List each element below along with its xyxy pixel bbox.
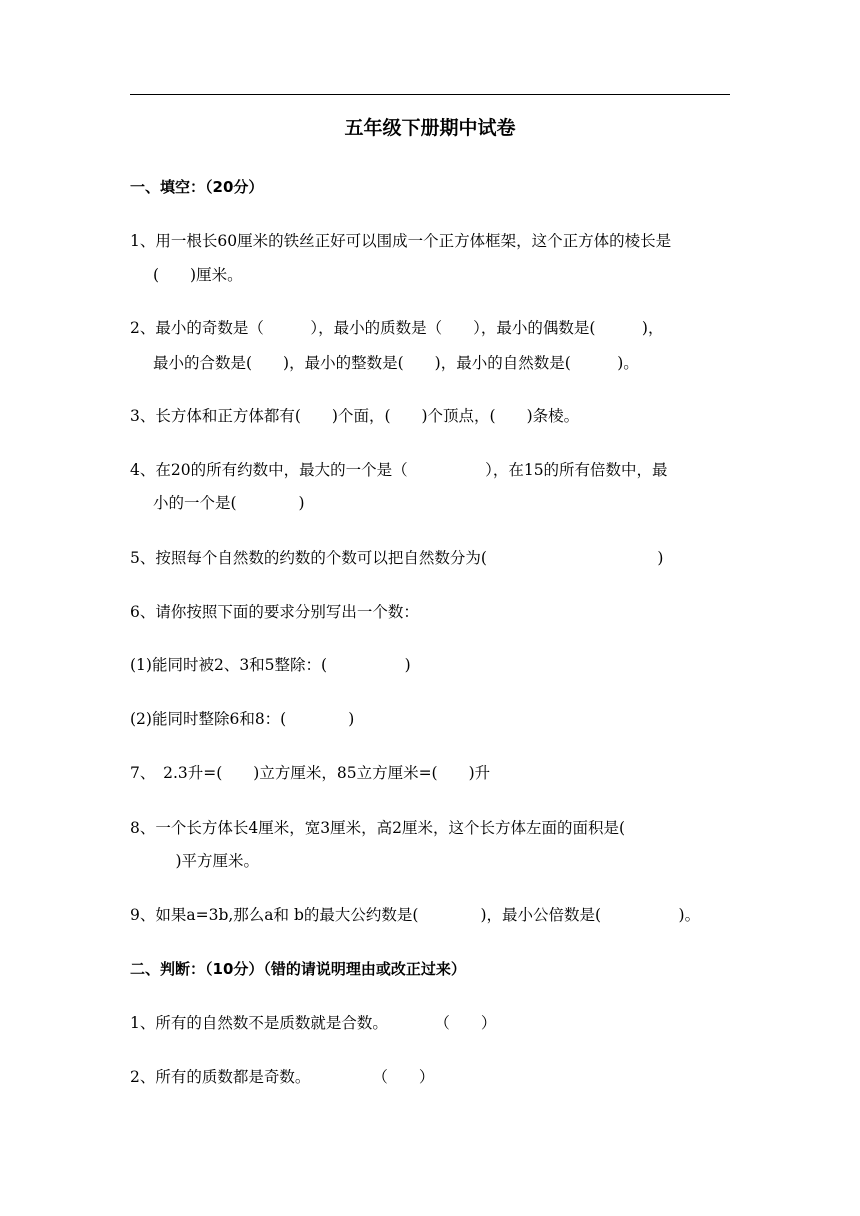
header-rule (130, 94, 730, 95)
question-1-line-1: 1、用一根长60厘米的铁丝正好可以围成一个正方体框架，这个正方体的棱长是 (130, 232, 672, 250)
question-6-part-1: (1)能同时被2、3和5整除：( ) (130, 656, 411, 674)
judge-question-1: 1、所有的自然数不是质数就是合数。 （ ） (130, 1014, 497, 1032)
question-8-line-1: 8、一个长方体长4厘米，宽3厘米，高2厘米，这个长方体左面的面积是( (130, 819, 625, 837)
judge-question-2: 2、所有的质数都是奇数。 （ ） (130, 1068, 435, 1086)
question-5: 5、按照每个自然数的约数的个数可以把自然数分为( ) (130, 549, 664, 567)
section2-heading: 二、判断：（10分）（错的请说明理由或改正过来） (130, 960, 466, 978)
question-8-line-2: )平方厘米。 (160, 852, 260, 870)
question-3: 3、长方体和正方体都有( )个面，( )个顶点，( )条棱。 (130, 407, 580, 425)
question-7: 7、 2.3升=( )立方厘米，85立方厘米=( )升 (130, 764, 491, 782)
question-1-line-2: ( )厘米。 (153, 266, 243, 284)
exam-title: 五年级下册期中试卷 (344, 117, 516, 139)
question-2-line-1: 2、最小的奇数是（ ），最小的质数是（ ），最小的偶数是( )， (130, 319, 664, 337)
question-4-line-1: 4、在20的所有约数中，最大的一个是（ ），在15的所有倍数中，最 (130, 461, 668, 479)
question-4-line-2: 小的一个是( ) (153, 494, 305, 512)
question-6-part-2: (2)能同时整除6和8：( ) (130, 710, 355, 728)
question-6: 6、请你按照下面的要求分别写出一个数： (130, 603, 419, 621)
question-9: 9、如果a=3b,那么a和 b的最大公约数是( )，最小公倍数是( )。 (130, 906, 701, 924)
question-2-line-2: 最小的合数是( )，最小的整数是( )，最小的自然数是( )。 (153, 354, 639, 372)
section1-heading: 一、填空：（20分） (130, 178, 264, 196)
